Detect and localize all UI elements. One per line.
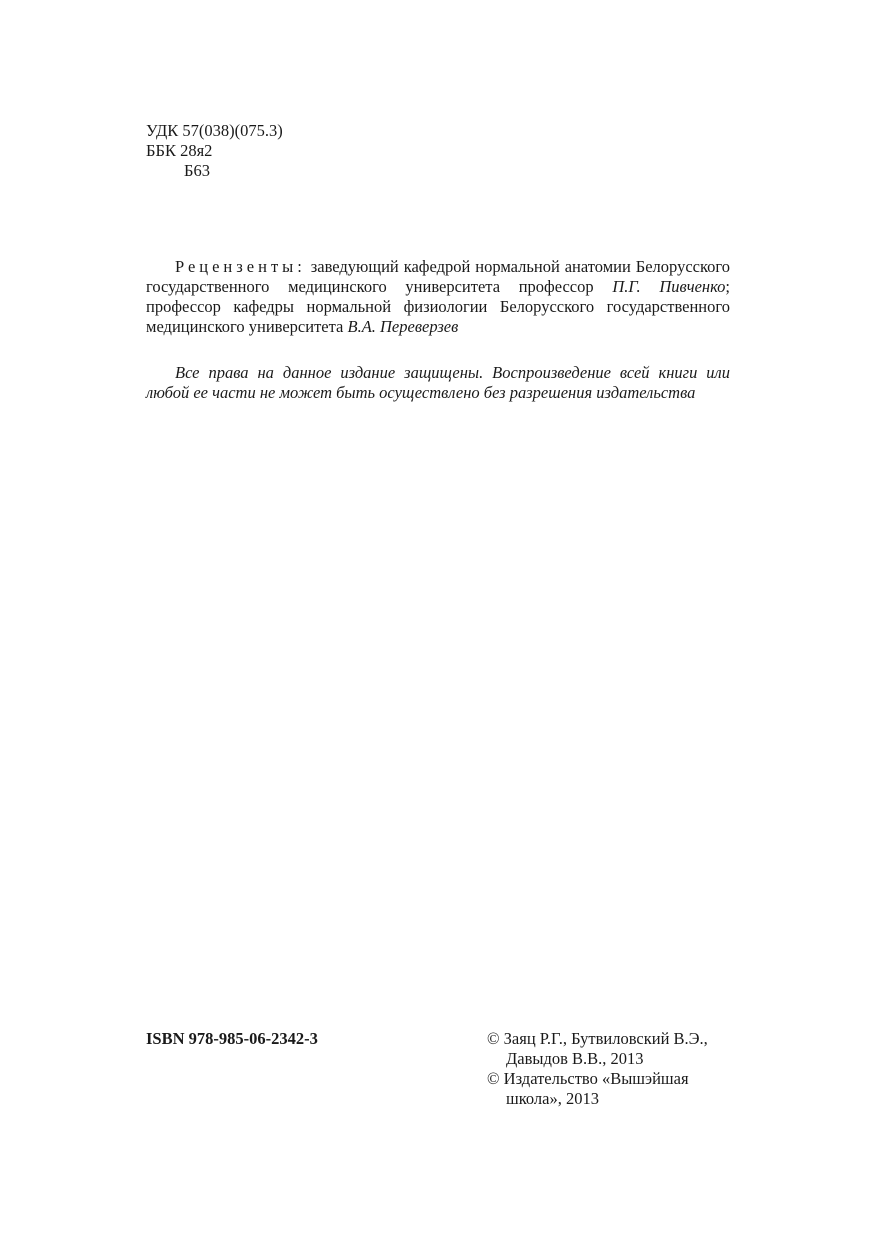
reviewers-text-1: заведующий кафедрой нормальной анатомии Белорусского государственного медицинского университета профессор bbox=[146, 257, 730, 296]
reviewers-label: Рецензенты: bbox=[175, 257, 306, 276]
copyright-publisher-line2: школа», 2013 bbox=[506, 1089, 599, 1108]
reviewer-name-1: П.Г. Пивченко bbox=[612, 277, 726, 296]
udk-code: УДК 57(038)(075.3) bbox=[146, 121, 283, 140]
reviewer-name-2: В.А. Переверзев bbox=[347, 317, 459, 336]
copyright-publisher-line1: © Издательство «Вышэйшая bbox=[487, 1069, 689, 1088]
isbn-number: ISBN 978-985-06-2342-3 bbox=[146, 1029, 318, 1048]
reviewers-paragraph bbox=[146, 257, 730, 337]
classification-codes bbox=[146, 121, 283, 181]
bbk-code: ББК 28я2 bbox=[146, 141, 213, 160]
rights-notice: Все права на данное издание защищены. Воспроизведение всей книги или любой ее части не может быть осуществлено без разрешения издательства bbox=[146, 363, 730, 402]
reviewers-text-2: ; профессор кафедры нормальной физиологии Белорусского государственного медицинского университета bbox=[146, 277, 731, 336]
copyright-authors-line2: Давыдов В.В., 2013 bbox=[506, 1049, 644, 1068]
copyright-authors-line1: © Заяц Р.Г., Бутвиловский В.Э., bbox=[487, 1029, 708, 1048]
copyright-block bbox=[487, 1029, 747, 1109]
author-mark: Б63 bbox=[184, 161, 210, 180]
